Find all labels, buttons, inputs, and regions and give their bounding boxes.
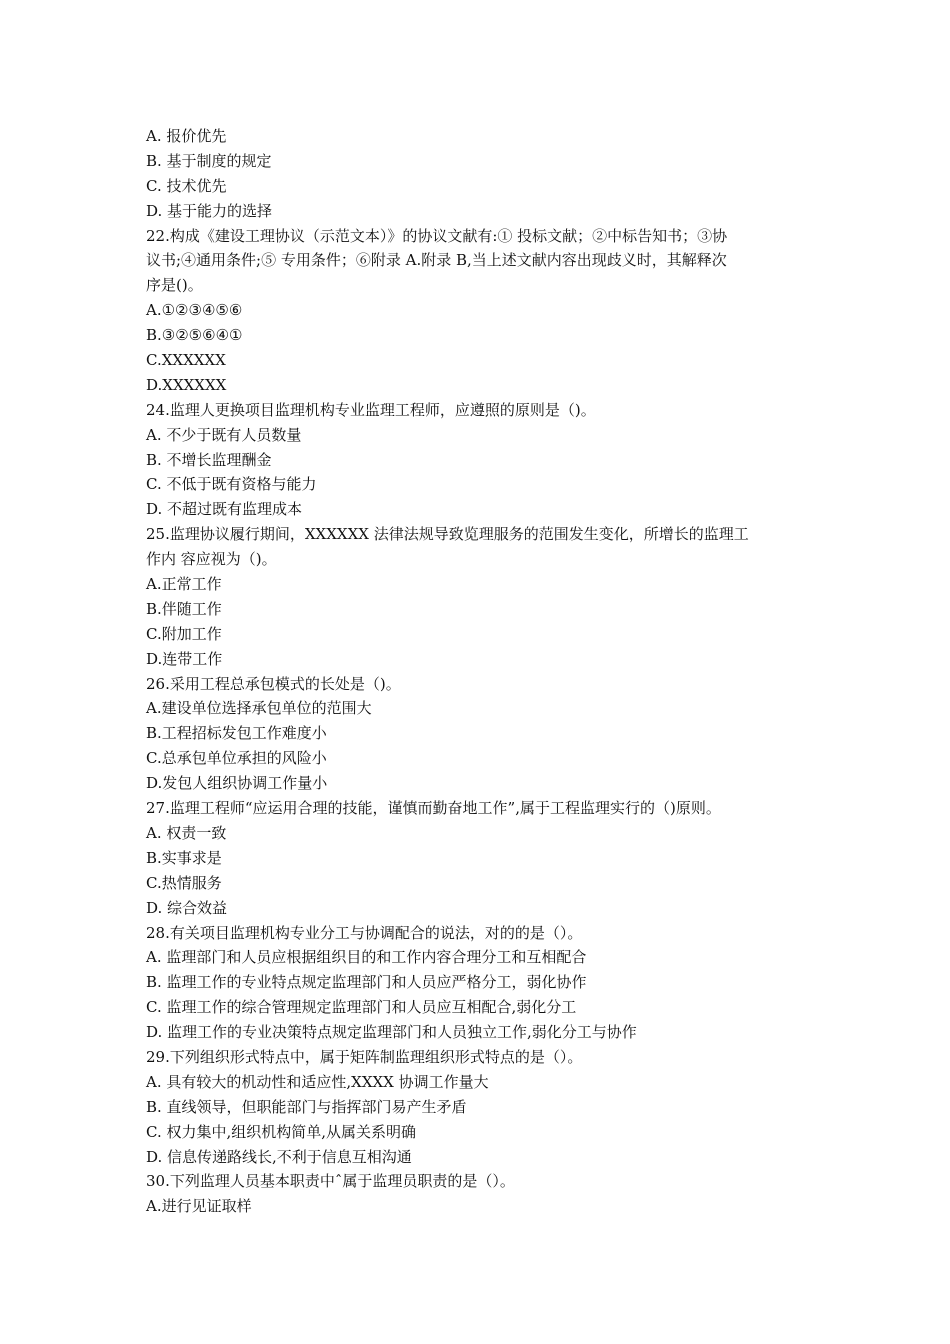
option-line: D. 不超过既有监理成本 (146, 500, 303, 519)
option-line: C.总承包单位承担的风险小 (146, 749, 327, 768)
option-line: D. 监理工作的专业决策特点规定监理部门和人员独立工作,弱化分工与协作 (146, 1023, 637, 1042)
option-line: B. 监理工作的专业特点规定监理部门和人员应严格分工，弱化协作 (146, 973, 587, 992)
option-line: B. 直线领导，但职能部门与指挥部门易产生矛盾 (146, 1097, 467, 1116)
option-line: D.发包人组织协调工作量小 (146, 774, 328, 793)
option-line: D. 基于能力的选择 (146, 201, 273, 220)
option-line: B. 不增长监理酬金 (146, 450, 272, 469)
option-line: D. 综合效益 (146, 898, 228, 917)
option-line: C. 监理工作的综合管理规定监理部门和人员应互相配合,弱化分工 (146, 998, 577, 1017)
question-line: 作内 容应视为（)。 (146, 550, 277, 569)
option-line: D.连带工作 (146, 649, 223, 668)
option-line: A.进行见证取样 (146, 1197, 252, 1216)
question-line: 28.有关项目监理机构专业分工与协调配合的说法，对的的是（）。 (146, 923, 583, 942)
option-line: B.伴随工作 (146, 599, 222, 618)
option-line: C.热情服务 (146, 873, 222, 892)
question-line: 30.下列监理人员基本职责中ˆ属于监理员职责的是（）。 (146, 1172, 515, 1191)
option-line: A. 报价优先 (146, 127, 227, 145)
option-line: A. 具有较大的机动性和适应性,XXXX 协调工作量大 (146, 1072, 489, 1091)
question-line: 26.采用工程总承包模式的长处是（)。 (146, 674, 401, 693)
option-line: B.实事求是 (146, 848, 222, 867)
option-line: C.附加工作 (146, 624, 222, 643)
option-line: B.③②⑤⑥④① (146, 326, 243, 345)
option-line: A. 监理部门和人员应根据组织目的和工作内容合理分工和互相配合 (146, 948, 587, 967)
option-line: C. 不低于既有资格与能力 (146, 475, 317, 494)
question-line: 27.监理工程师“应运用合理的技能，谨慎而勤奋地工作”,属于工程监理实行的（)原则。 (146, 799, 721, 818)
option-line: A. 权责一致 (146, 823, 227, 842)
question-line: 25.监理协议履行期间，XXXXXX 法律法规导致览理服务的范围发生变化，所增长的监理工 (146, 525, 749, 544)
option-line: C. 权力集中,组织机构简单,从属关系明确 (146, 1122, 417, 1141)
document-body (146, 124, 806, 1219)
option-line: A.正常工作 (146, 575, 222, 594)
question-line: 议书;④通用条件;⑤ 专用条件；⑥附录 A.附录 B,当上述文献内容出现歧义时，其解释次 (146, 251, 727, 270)
option-line: D.XXXXXX (146, 375, 227, 394)
option-line: A.①②③④⑤⑥ (146, 301, 243, 320)
question-line: 24.监理人更换项目监理机构专业监理工程师，应遵照的原则是（)。 (146, 400, 596, 419)
option-line: A.建设单位选择承包单位的范围大 (146, 699, 372, 718)
option-line: A. 不少于既有人员数量 (146, 425, 302, 444)
option-line: C. 技术优先 (146, 176, 227, 195)
option-line: B.工程招标发包工作难度小 (146, 724, 327, 743)
option-line: C.XXXXXX (146, 351, 226, 370)
question-line: 22.构成《建设工理协议（示范文本）》的协议文献有:① 投标文献；②中标告知书；③协 (146, 226, 728, 245)
question-line: 序是()。 (146, 276, 203, 295)
option-line: B. 基于制度的规定 (146, 151, 272, 170)
question-line: 29.下列组织形式特点中，属于矩阵制监理组织形式特点的是（）。 (146, 1047, 583, 1066)
option-line: D. 信息传递路线长,不利于信息互相沟通 (146, 1147, 412, 1166)
